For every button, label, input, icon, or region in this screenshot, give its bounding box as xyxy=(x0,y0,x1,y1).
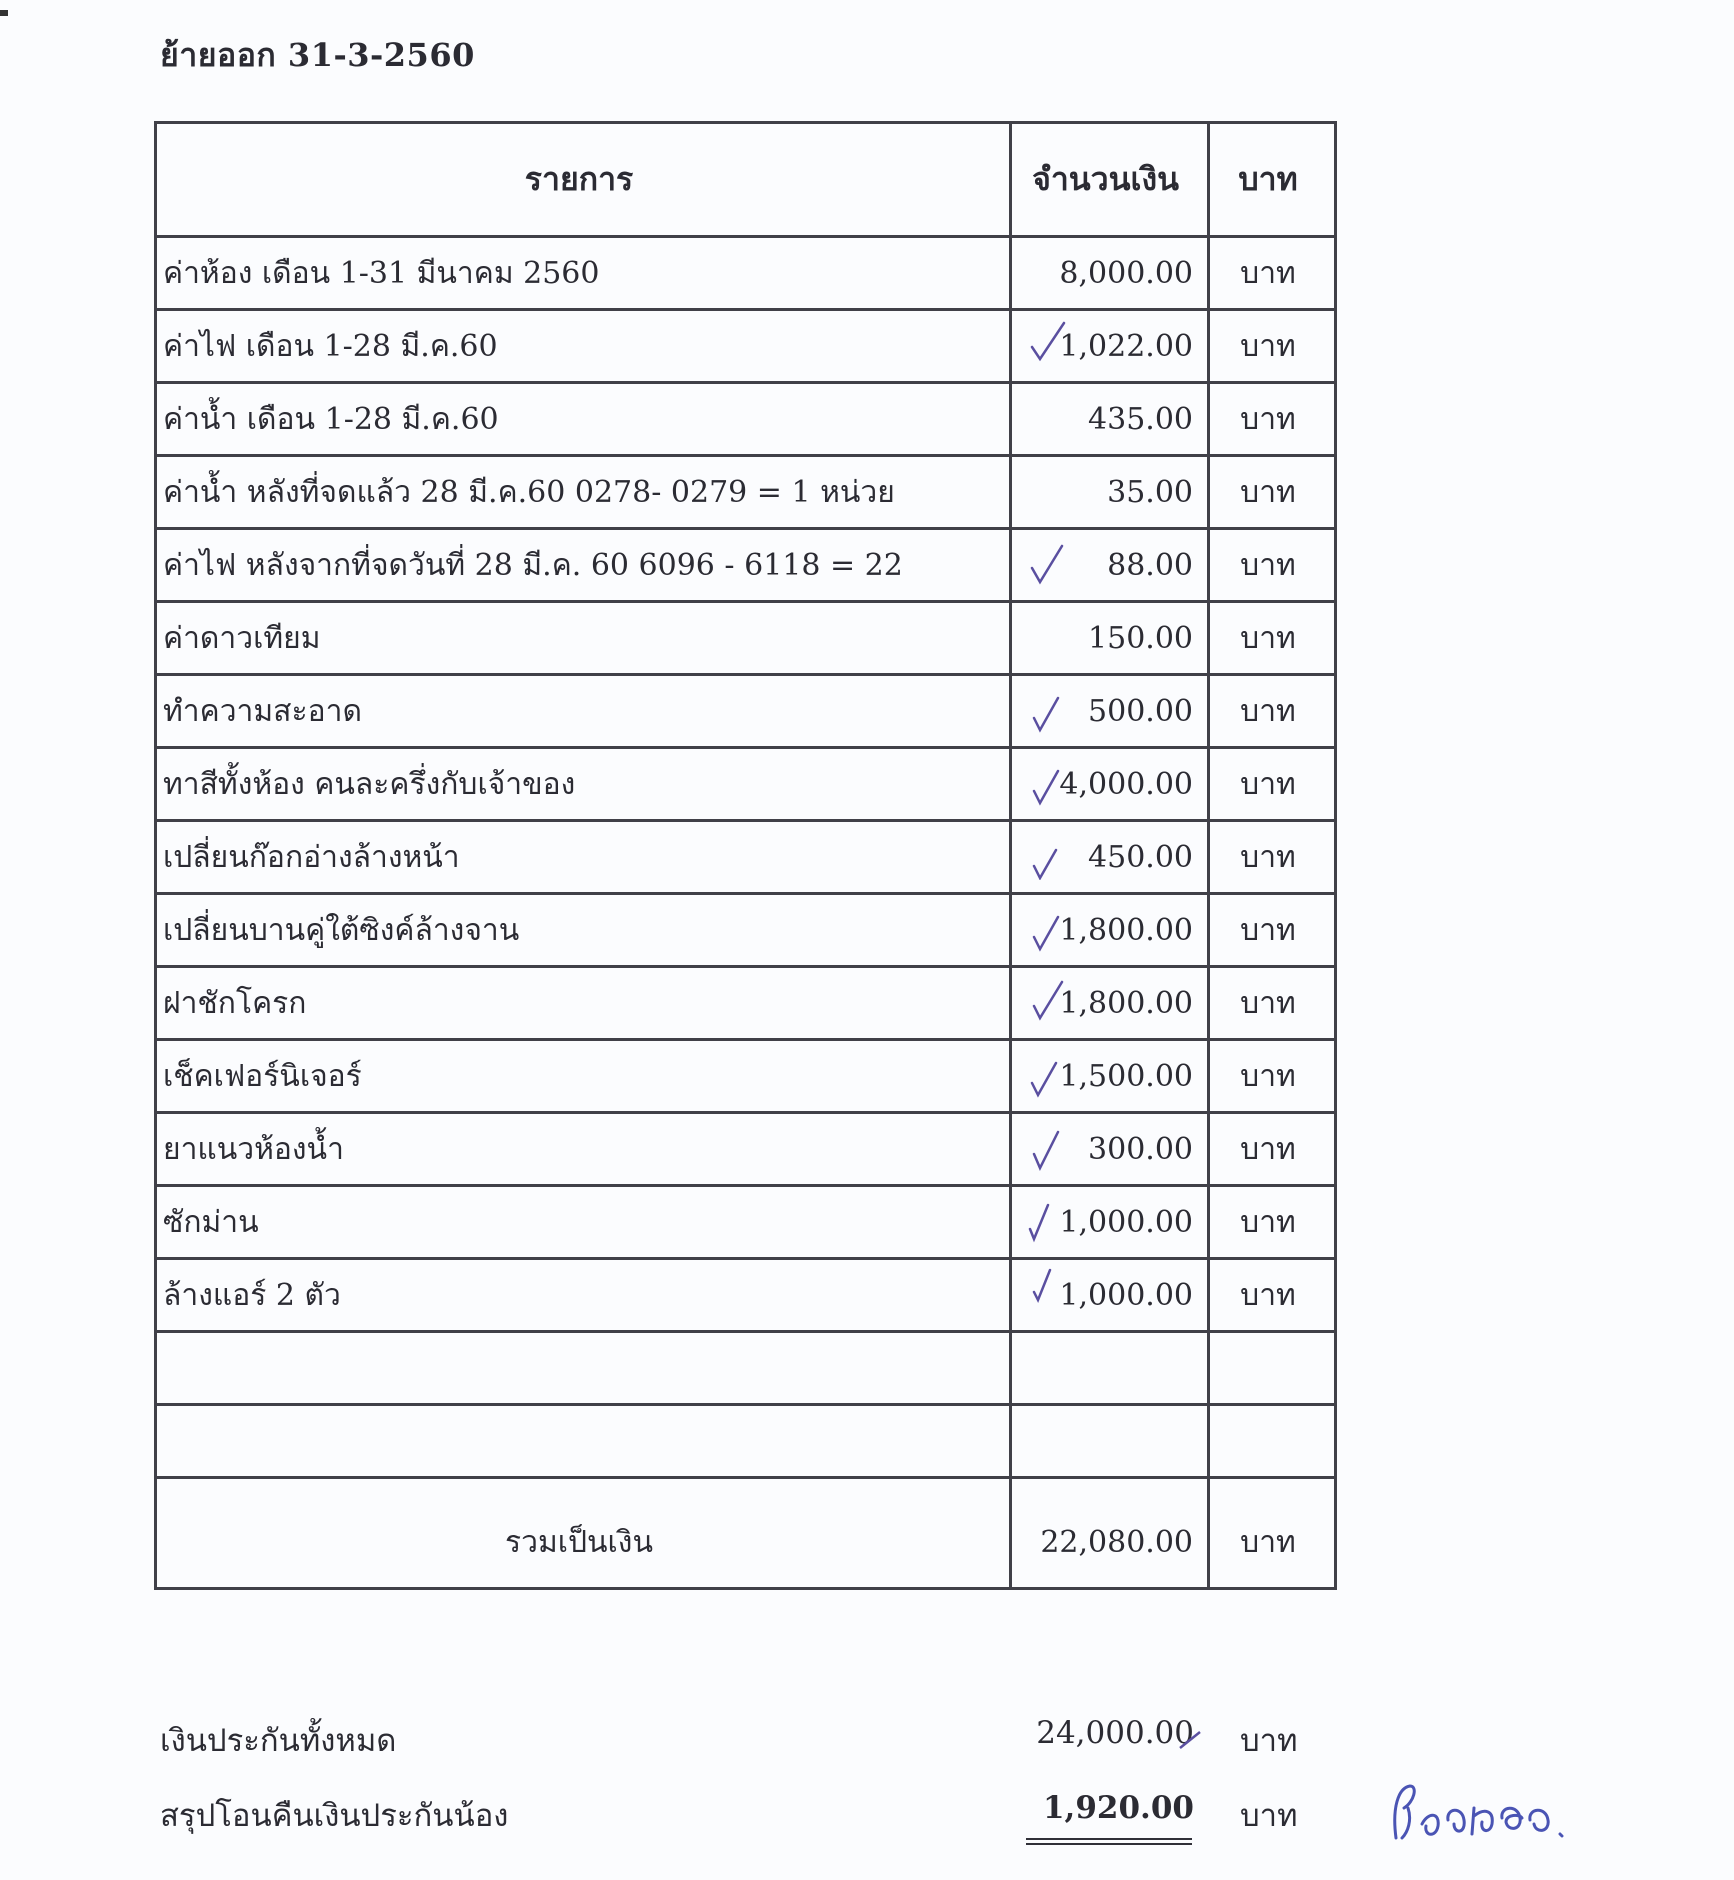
table-row xyxy=(156,602,1336,675)
row-unit: บาท xyxy=(1209,748,1336,821)
header-item: รายการ xyxy=(156,123,1011,237)
row-item: ฝาชักโครก xyxy=(156,967,1011,1040)
row-amount: 450.00 xyxy=(1088,839,1193,875)
table-row xyxy=(156,675,1336,748)
row-item: ค่าไฟ เดือน 1-28 มี.ค.60 xyxy=(156,310,1011,383)
row-amount-checked xyxy=(1011,529,1209,602)
row-item: เปลี่ยนก๊อกอ่างล้างหน้า xyxy=(156,821,1011,894)
row-amount: 500.00 xyxy=(1088,693,1193,729)
row-amount: 150.00 xyxy=(1011,602,1209,675)
deposit-amount: 24,000.00 xyxy=(1036,1715,1194,1751)
empty-row xyxy=(156,1405,1336,1478)
row-amount: 4,000.00 xyxy=(1059,766,1193,802)
table-row xyxy=(156,529,1336,602)
row-amount: 1,000.00 xyxy=(1059,1277,1193,1313)
row-amount-checked xyxy=(1011,748,1209,821)
table-row xyxy=(156,383,1336,456)
row-unit: บาท xyxy=(1209,237,1336,310)
row-unit: บาท xyxy=(1209,529,1336,602)
row-amount-checked xyxy=(1011,894,1209,967)
table-row xyxy=(156,1259,1336,1332)
row-amount: 35.00 xyxy=(1011,456,1209,529)
checkmark-icon xyxy=(1028,757,1068,807)
row-amount-checked xyxy=(1011,821,1209,894)
total-label: รวมเป็นเงิน xyxy=(156,1478,1011,1589)
row-item: ซักม่าน xyxy=(156,1186,1011,1259)
row-unit: บาท xyxy=(1209,456,1336,529)
header-amount: จำนวนเงิน xyxy=(1011,123,1209,237)
row-amount: 88.00 xyxy=(1107,547,1193,583)
table-header-row xyxy=(156,123,1336,237)
row-unit: บาท xyxy=(1209,1113,1336,1186)
row-unit: บาท xyxy=(1209,1186,1336,1259)
checkmark-icon xyxy=(1028,903,1068,953)
scan-mark xyxy=(0,10,8,16)
row-amount: 435.00 xyxy=(1011,383,1209,456)
row-unit: บาท xyxy=(1209,383,1336,456)
empty-row xyxy=(156,1332,1336,1405)
deposit-unit: บาท xyxy=(1240,1723,1298,1759)
row-unit: บาท xyxy=(1209,1040,1336,1113)
checkmark-icon xyxy=(1028,976,1068,1026)
row-amount: 8,000.00 xyxy=(1011,237,1209,310)
table-row xyxy=(156,821,1336,894)
row-item: เช็คเฟอร์นิเจอร์ xyxy=(156,1040,1011,1113)
row-item: ทำความสะอาด xyxy=(156,675,1011,748)
row-amount-checked xyxy=(1011,1113,1209,1186)
row-unit: บาท xyxy=(1209,602,1336,675)
row-amount-checked xyxy=(1011,967,1209,1040)
row-unit: บาท xyxy=(1209,675,1336,748)
row-amount: 1,800.00 xyxy=(1059,912,1193,948)
checkmark-icon xyxy=(1028,1049,1068,1099)
checkmark-icon xyxy=(1028,1122,1068,1172)
row-item: ค่าไฟ หลังจากที่จดวันที่ 28 มี.ค. 60 6096 - 6118 = 22 xyxy=(156,529,1011,602)
row-item: ค่าน้ำ เดือน 1-28 มี.ค.60 xyxy=(156,383,1011,456)
row-amount-checked xyxy=(1011,1186,1209,1259)
deposit-label: เงินประกันทั้งหมด xyxy=(160,1723,397,1759)
checkmark-icon xyxy=(1028,1268,1068,1318)
handwritten-signature xyxy=(1388,1768,1578,1858)
row-unit: บาท xyxy=(1209,1259,1336,1332)
row-amount-checked xyxy=(1011,675,1209,748)
table-row xyxy=(156,456,1336,529)
row-item: ยาแนวห้องน้ำ xyxy=(156,1113,1011,1186)
header-unit: บาท xyxy=(1209,123,1336,237)
checkmark-icon xyxy=(1028,319,1068,369)
row-amount-checked xyxy=(1011,1040,1209,1113)
table-row xyxy=(156,1186,1336,1259)
row-amount: 1,022.00 xyxy=(1059,328,1193,364)
row-item: ล้างแอร์ 2 ตัว xyxy=(156,1259,1011,1332)
table-row xyxy=(156,894,1336,967)
table-row xyxy=(156,1040,1336,1113)
table-row xyxy=(156,1113,1336,1186)
row-amount-checked xyxy=(1011,1259,1209,1332)
row-item: เปลี่ยนบานคู่ใต้ซิงค์ล้างจาน xyxy=(156,894,1011,967)
row-item: ค่าน้ำ หลังที่จดแล้ว 28 มี.ค.60 0278- 0279 = 1 หน่วย xyxy=(156,456,1011,529)
row-item: ทาสีทั้งห้อง คนละครึ่งกับเจ้าของ xyxy=(156,748,1011,821)
expense-table xyxy=(154,121,1337,1590)
row-unit: บาท xyxy=(1209,894,1336,967)
refund-unit: บาท xyxy=(1240,1798,1298,1834)
checkmark-icon xyxy=(1028,1195,1068,1245)
row-unit: บาท xyxy=(1209,310,1336,383)
checkmark-icon xyxy=(1028,830,1068,880)
table-row xyxy=(156,237,1336,310)
row-unit: บาท xyxy=(1209,967,1336,1040)
row-amount: 1,000.00 xyxy=(1059,1204,1193,1240)
refund-label: สรุปโอนคืนเงินประกันน้อง xyxy=(160,1798,509,1834)
table-row xyxy=(156,748,1336,821)
checkmark-icon xyxy=(1028,538,1068,588)
double-underline-top xyxy=(1026,1838,1192,1840)
row-item: ค่าห้อง เดือน 1-31 มีนาคม 2560 xyxy=(156,237,1011,310)
refund-amount: 1,920.00 xyxy=(1042,1790,1194,1826)
page-title: ย้ายออก 31-3-2560 xyxy=(160,36,475,74)
checkmark-icon xyxy=(1028,684,1068,734)
row-unit: บาท xyxy=(1209,821,1336,894)
double-underline-bottom xyxy=(1026,1843,1192,1845)
row-amount: 300.00 xyxy=(1088,1131,1193,1167)
total-amount: 22,080.00 xyxy=(1011,1478,1209,1589)
row-amount: 1,800.00 xyxy=(1059,985,1193,1021)
table-row xyxy=(156,967,1336,1040)
pen-slash-mark xyxy=(1176,1722,1206,1752)
total-row xyxy=(156,1478,1336,1589)
table-row xyxy=(156,310,1336,383)
row-item: ค่าดาวเทียม xyxy=(156,602,1011,675)
total-unit: บาท xyxy=(1209,1478,1336,1589)
row-amount-checked xyxy=(1011,310,1209,383)
row-amount: 1,500.00 xyxy=(1059,1058,1193,1094)
